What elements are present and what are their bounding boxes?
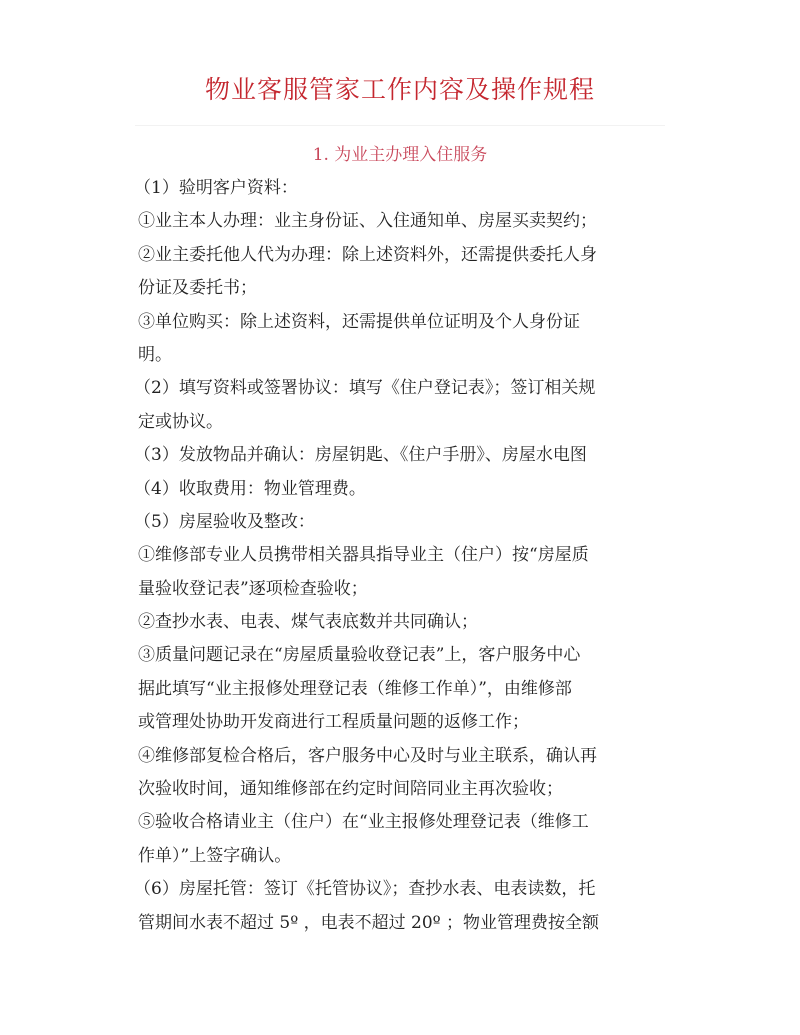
paragraph-line: 作单）”上签字确认。 bbox=[138, 845, 292, 866]
paragraph-line: 定或协议。 bbox=[138, 411, 223, 432]
title-divider bbox=[135, 125, 665, 126]
paragraph-line: （2）填写资料或签署协议：填写《住户登记表》；签订相关规 bbox=[134, 378, 596, 399]
paragraph-line: 管期间水表不超过 5º ，电表不超过 20º ；物业管理费按全额 bbox=[138, 912, 600, 933]
paragraph-line: 次验收时间，通知维修部在约定时间陪同业主再次验收； bbox=[138, 779, 563, 800]
paragraph-line: ①业主本人办理：业主身份证、入住通知单、房屋买卖契约； bbox=[138, 211, 597, 232]
paragraph-line: （4）收取费用：物业管理费。 bbox=[134, 478, 366, 499]
paragraph-line: （6）房屋托管：签订《托管协议》；查抄水表、电表读数，托 bbox=[134, 879, 596, 900]
paragraph-line: 份证及委托书； bbox=[138, 278, 257, 299]
paragraph-line: 明。 bbox=[138, 344, 172, 365]
section-heading: 1. 为业主办理入住服务 bbox=[312, 145, 488, 165]
paragraph-line: ③单位购买：除上述资料，还需提供单位证明及个人身份证 bbox=[138, 311, 580, 332]
paragraph-line: ⑤验收合格请业主（住户）在“业主报修处理登记表（维修工 bbox=[138, 812, 589, 833]
paragraph-line: ①维修部专业人员携带相关器具指导业主（住户）按“房屋质 bbox=[138, 545, 589, 566]
paragraph-line: ③质量问题记录在“房屋质量验收登记表”上，客户服务中心 bbox=[138, 645, 581, 666]
paragraph-line: ②查抄水表、电表、煤气表底数并共同确认； bbox=[138, 612, 478, 633]
paragraph-line: 量验收登记表”逐项检查验收； bbox=[138, 578, 368, 599]
paragraph-line: ②业主委托他人代为办理：除上述资料外，还需提供委托人身 bbox=[138, 244, 597, 265]
paragraph-line: （3）发放物品并确认：房屋钥匙、《住户手册》、房屋水电图 bbox=[134, 445, 587, 466]
paragraph-line: ④维修部复检合格后，客户服务中心及时与业主联系，确认再 bbox=[138, 745, 597, 766]
paragraph-line: 据此填写“业主报修处理登记表（维修工作单）”，由维修部 bbox=[138, 678, 572, 699]
paragraph-line: 或管理处协助开发商进行工程质量问题的返修工作； bbox=[138, 712, 529, 733]
paragraph-line: （1）验明客户资料： bbox=[134, 178, 298, 198]
document-title: 物业客服管家工作内容及操作规程 bbox=[204, 75, 595, 104]
section-body bbox=[134, 172, 650, 940]
paragraph-line: （5）房屋验收及整改： bbox=[134, 511, 315, 532]
